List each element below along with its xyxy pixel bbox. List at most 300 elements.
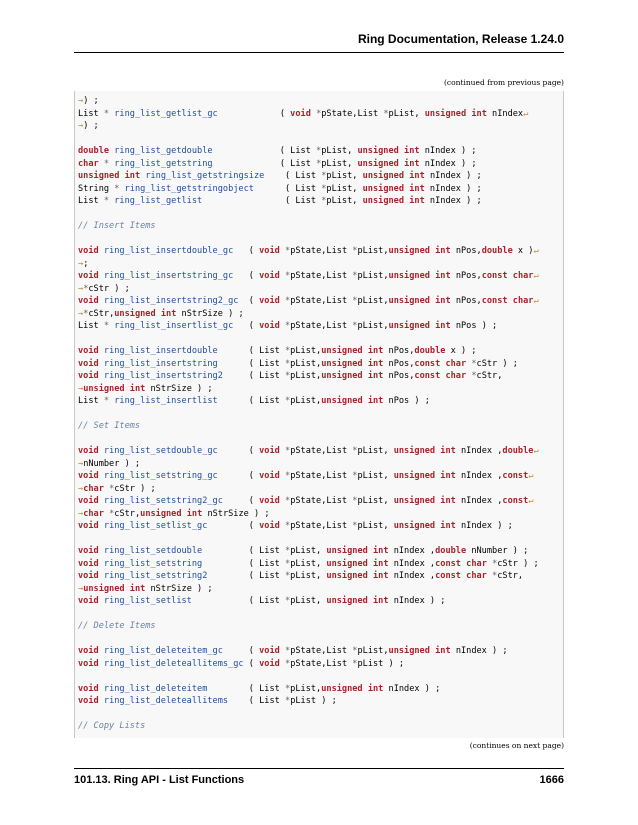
code-token: List	[78, 196, 104, 206]
code-token: *	[352, 246, 358, 256]
code-token: (	[243, 658, 260, 669]
code-token: char	[445, 358, 467, 369]
code-token: x )	[512, 246, 534, 256]
code-token: String	[78, 183, 115, 194]
code-token: pList,	[357, 446, 394, 456]
code-token: ring_list_getlist	[114, 196, 203, 206]
code-token: int	[435, 646, 451, 656]
code-token: void	[78, 558, 99, 569]
code-token: →	[78, 258, 84, 269]
code-token: char	[78, 158, 99, 169]
code-token: List	[78, 108, 104, 119]
code-token: unsigned	[321, 371, 363, 381]
code-token: pList,	[357, 646, 389, 656]
code-token: nStrSize ) ;	[145, 383, 213, 394]
code-token: nStrSize ) ;	[145, 583, 213, 594]
code-line	[78, 533, 563, 546]
code-token: *	[284, 371, 291, 381]
code-token: nIndex ,	[455, 471, 503, 481]
code-token: nIndex ) ;	[424, 183, 482, 194]
code-token: int	[435, 271, 451, 281]
code-token: *	[103, 396, 110, 406]
code-token: void	[78, 358, 99, 369]
code-token: unsigned	[424, 108, 467, 119]
code-token: *	[352, 271, 358, 281]
code-token: int	[367, 358, 384, 369]
code-token: nIndex ) ;	[419, 158, 477, 169]
code-token: *	[285, 596, 291, 606]
code-token: void	[78, 646, 99, 656]
code-token: ↵	[533, 446, 539, 456]
code-line	[78, 458, 563, 471]
code-line	[78, 483, 563, 496]
code-token: nPos,	[383, 371, 415, 381]
code-token: unsigned	[321, 683, 363, 694]
code-token: int	[186, 508, 203, 519]
code-token: *	[114, 183, 120, 194]
code-token: →	[78, 383, 84, 394]
code-line	[78, 295, 563, 308]
code-token: pState,List	[290, 296, 353, 306]
code-line	[78, 358, 563, 371]
code-line	[78, 370, 563, 383]
code-token: nIndex ,	[388, 571, 436, 581]
code-token: void	[78, 571, 99, 581]
code-line	[78, 720, 563, 733]
code-token: int	[367, 371, 384, 381]
code-token: ring_list_setstring_gc	[103, 471, 218, 481]
code-token: →	[78, 458, 84, 469]
code-token: pList,	[357, 321, 389, 331]
code-line	[78, 595, 563, 608]
code-token: ring_list_setlist_gc	[103, 521, 208, 531]
code-line	[78, 283, 563, 296]
code-token: *	[285, 546, 291, 556]
code-token: *	[285, 696, 291, 706]
page-header-title: Ring Documentation, Release 1.24.0	[357, 32, 564, 46]
code-token: ( List	[264, 171, 322, 181]
code-line	[78, 170, 563, 183]
code-token: *	[352, 446, 358, 456]
code-token: unsigned	[83, 583, 125, 594]
code-token: const	[481, 271, 508, 281]
code-token: (	[217, 471, 260, 481]
code-token: char	[83, 483, 104, 494]
code-token: *	[103, 108, 110, 119]
code-token: ( List	[191, 596, 285, 606]
code-token: pList,	[290, 596, 327, 606]
code-token: *	[284, 358, 291, 369]
code-token: ( List	[212, 146, 317, 156]
code-token: void	[78, 371, 99, 381]
code-token: char	[466, 571, 487, 581]
code-line	[78, 270, 563, 283]
code-token: pList,	[388, 108, 425, 119]
code-token: void	[78, 696, 99, 706]
code-token: unsigned	[114, 308, 156, 319]
code-token: void	[78, 471, 99, 481]
code-token: *	[103, 321, 110, 331]
code-token: void	[78, 346, 99, 356]
code-token: nStrSize ) ;	[202, 508, 270, 519]
code-token: *	[383, 108, 389, 119]
code-token: pList,	[290, 346, 322, 356]
code-token: unsigned	[388, 271, 430, 281]
code-token: int	[367, 346, 384, 356]
code-token: pList ) ;	[357, 658, 405, 669]
code-token: pState,List	[290, 271, 353, 281]
code-token: unsigned	[326, 596, 368, 606]
code-token: nIndex ) ;	[450, 646, 508, 656]
code-token: cStr,	[497, 571, 524, 581]
code-token: pList,	[290, 396, 322, 406]
code-token: *	[285, 446, 291, 456]
code-token: unsigned	[388, 321, 430, 331]
code-token: ring_list_setstring2	[103, 571, 208, 581]
code-token: ring_list_getstringobject	[124, 183, 254, 194]
code-line	[78, 133, 563, 146]
code-token: ring_list_insertdouble	[103, 346, 218, 356]
code-token: ring_list_insertstring	[103, 358, 218, 369]
code-line	[78, 383, 563, 396]
code-token: nIndex ,	[455, 496, 503, 506]
code-token: *	[83, 308, 89, 319]
code-token: int	[409, 171, 425, 181]
code-token: int	[404, 146, 420, 156]
code-line	[78, 420, 563, 433]
code-line	[78, 708, 563, 721]
code-line	[78, 645, 563, 658]
code-token: pState,List	[290, 446, 353, 456]
code-token: nPos,	[383, 346, 415, 356]
code-token: nIndex ) ;	[424, 196, 482, 206]
code-token: void	[259, 321, 280, 331]
code-token: ring_list_deleteallitems	[103, 696, 229, 706]
code-token: int	[373, 596, 389, 606]
code-token: double	[502, 446, 534, 456]
code-line	[78, 445, 563, 458]
code-token: nPos,	[383, 358, 415, 369]
code-token: void	[78, 246, 99, 256]
code-token: ring_list_deleteitem	[103, 683, 208, 694]
code-token: double	[481, 246, 513, 256]
code-token: pState,List	[290, 246, 353, 256]
code-token: cStr ) ;	[88, 283, 130, 294]
code-token: *	[352, 321, 358, 331]
code-token: pState,List	[290, 658, 353, 669]
code-token: unsigned	[83, 383, 125, 394]
code-token: nIndex ,	[388, 546, 436, 556]
code-line	[78, 208, 563, 221]
code-token: unsigned	[393, 471, 436, 481]
code-token: nIndex ) ;	[424, 171, 482, 181]
code-token: int	[440, 521, 456, 531]
code-token: →	[78, 308, 84, 319]
code-token: pState,List	[290, 496, 353, 506]
code-token: unsigned	[321, 358, 363, 369]
code-token: *	[103, 158, 110, 169]
code-token: ( List	[202, 558, 285, 569]
code-token: ring_list_getdouble	[114, 146, 213, 156]
code-line	[78, 158, 563, 171]
code-token: void	[78, 496, 99, 506]
code-token: ring_list_setlist	[103, 596, 192, 606]
code-token: unsigned	[357, 158, 399, 169]
code-token: int	[471, 108, 487, 119]
page-number: 1666	[539, 774, 564, 786]
code-token: int	[440, 496, 456, 506]
code-token: ( List	[253, 183, 322, 194]
code-token: const	[502, 471, 529, 481]
footer-section: 101.13. Ring API - List Functions	[74, 774, 245, 786]
continued-from-note: (continued from previous page)	[443, 78, 564, 87]
code-token: →	[78, 96, 84, 106]
code-token: pList,	[357, 296, 389, 306]
code-line	[78, 233, 563, 246]
code-token: // Delete Items	[78, 621, 156, 631]
code-token: ring_list_getstring	[114, 158, 213, 169]
code-token: pState,List	[290, 321, 353, 331]
code-token: void	[78, 546, 99, 556]
code-token: *	[321, 183, 327, 194]
code-token: int	[435, 296, 451, 306]
code-token: int	[409, 183, 425, 194]
code-token: void	[259, 446, 280, 456]
code-line	[78, 520, 563, 533]
code-token: unsigned	[357, 146, 399, 156]
code-token: *	[352, 296, 358, 306]
code-token: (	[222, 646, 260, 656]
code-token: cStr ) ;	[114, 483, 156, 494]
code-token: cStr,	[88, 308, 115, 319]
code-token: ring_list_insertdouble_gc	[103, 246, 234, 256]
code-token: x ) ;	[445, 346, 477, 356]
code-token: int	[373, 546, 389, 556]
code-line	[78, 145, 563, 158]
code-token: →	[78, 483, 84, 494]
code-token: void	[78, 521, 99, 531]
code-token: int	[129, 383, 146, 394]
code-token: *	[316, 146, 322, 156]
code-token: ring_list_insertstring2	[103, 371, 223, 381]
code-token: cStr ) ;	[497, 558, 539, 569]
code-token: int	[435, 246, 451, 256]
code-line	[78, 670, 563, 683]
code-token: ( List	[207, 571, 285, 581]
code-token: double	[78, 146, 110, 156]
code-token: unsigned	[78, 171, 120, 181]
code-token: nIndex ) ;	[388, 596, 446, 606]
code-token: void	[78, 658, 99, 669]
code-token: pState,List	[290, 521, 353, 531]
code-token: (	[233, 246, 260, 256]
code-token: unsigned	[326, 571, 368, 581]
code-token: *	[492, 571, 498, 581]
code-token: nNumber ) ;	[83, 458, 141, 469]
code-token: nPos,	[450, 246, 482, 256]
code-token: pList,	[321, 158, 358, 169]
code-token: ( List	[217, 346, 285, 356]
code-line	[78, 570, 563, 583]
code-token: pList,	[321, 146, 358, 156]
code-token: *	[492, 558, 498, 569]
continues-on-note: (continues on next page)	[469, 741, 564, 750]
code-token: int	[440, 446, 456, 456]
code-line	[78, 320, 563, 333]
code-line	[78, 683, 563, 696]
code-token: (	[222, 496, 260, 506]
code-token: ( List	[202, 546, 285, 556]
code-token: unsigned	[362, 183, 405, 194]
code-token: *	[284, 683, 291, 694]
code-token: unsigned	[326, 558, 368, 569]
code-line	[78, 558, 563, 571]
code-token: int	[404, 158, 420, 169]
code-block	[74, 91, 564, 738]
code-token: *	[103, 196, 110, 206]
code-token: *	[285, 271, 291, 281]
code-token: int	[367, 396, 384, 406]
code-token: unsigned	[362, 171, 405, 181]
code-line	[78, 333, 563, 346]
code-token: nIndex ) ;	[455, 521, 513, 531]
code-token: *	[471, 358, 477, 369]
code-line	[78, 183, 563, 196]
code-line	[78, 608, 563, 621]
code-token: ( List	[212, 158, 317, 169]
code-line	[78, 195, 563, 208]
code-token: ↵	[533, 296, 539, 306]
code-token: const	[414, 358, 441, 369]
code-token: unsigned	[393, 496, 436, 506]
code-token: ring_list_setstring	[103, 558, 203, 569]
code-line	[78, 108, 563, 121]
code-token: void	[259, 521, 280, 531]
code-token: *	[284, 346, 291, 356]
code-token: unsigned	[321, 396, 363, 406]
code-line	[78, 508, 563, 521]
code-token: pList,	[290, 358, 322, 369]
code-token: ring_list_setstring2_gc	[103, 496, 223, 506]
code-token: void	[290, 108, 311, 119]
code-token: nIndex ,	[388, 558, 436, 569]
code-token: *	[285, 658, 291, 669]
code-token: char	[512, 271, 534, 281]
code-token: ) ;	[83, 121, 99, 131]
code-token: nIndex	[486, 108, 524, 119]
code-line	[78, 633, 563, 646]
code-line	[78, 495, 563, 508]
code-line	[78, 433, 563, 446]
code-token: ( List	[228, 696, 285, 706]
code-token: int	[129, 583, 146, 594]
code-token: *	[285, 471, 291, 481]
code-line	[78, 120, 563, 133]
code-token: char	[466, 558, 487, 569]
code-token: int	[367, 683, 384, 694]
code-token: const	[502, 496, 529, 506]
code-token: pState,List	[290, 471, 353, 481]
code-token: ring_list_insertlist_gc	[114, 321, 234, 331]
code-token: *	[352, 658, 358, 669]
code-token: pList ) ;	[290, 696, 337, 706]
code-token: *	[352, 471, 358, 481]
code-token: unsigned	[393, 521, 436, 531]
code-token: void	[259, 246, 280, 256]
code-token: ↵	[523, 108, 529, 119]
code-token: const	[435, 558, 461, 569]
code-token: List	[78, 396, 104, 406]
code-token: pList,	[357, 521, 394, 531]
code-token: nPos,	[450, 271, 482, 281]
code-token: ( List	[217, 396, 285, 406]
code-token: *	[285, 296, 291, 306]
code-token: pList,	[326, 171, 363, 181]
code-token: void	[78, 271, 99, 281]
code-token: *	[471, 371, 477, 381]
code-token: unsigned	[388, 246, 430, 256]
code-token: ring_list_insertstring_gc	[103, 271, 234, 281]
code-line	[78, 583, 563, 596]
code-token: ring_list_setdouble	[103, 546, 203, 556]
code-token: ring_list_insertlist	[114, 396, 218, 406]
code-token: // Set Items	[78, 421, 141, 431]
code-token: unsigned	[388, 646, 430, 656]
code-token: *	[352, 521, 358, 531]
code-token: cStr,	[476, 371, 503, 381]
code-token: *	[285, 558, 291, 569]
code-token: ( List	[207, 683, 285, 694]
code-token: pList,	[326, 196, 363, 206]
code-token: const	[435, 571, 461, 581]
code-line	[78, 470, 563, 483]
code-token: void	[78, 683, 99, 694]
code-token: *	[285, 496, 291, 506]
code-token: *	[316, 108, 322, 119]
code-token: unsigned	[326, 546, 368, 556]
code-token: *	[352, 496, 358, 506]
code-token: void	[259, 271, 280, 281]
code-token: ring_list_getstringsize	[145, 171, 265, 181]
code-token: ) ;	[83, 96, 99, 106]
code-token: pList,	[290, 371, 322, 381]
code-token: *	[321, 171, 327, 181]
footer-divider	[74, 768, 564, 769]
code-token: nPos ) ;	[383, 396, 430, 406]
code-token: pList,	[290, 558, 327, 569]
code-token: →	[78, 508, 84, 519]
code-line	[78, 408, 563, 421]
code-line	[78, 258, 563, 271]
code-token: →	[78, 121, 84, 131]
code-token: int	[435, 321, 451, 331]
code-token: unsigned	[140, 508, 182, 519]
code-token: char	[512, 296, 534, 306]
code-token: ↵	[528, 496, 534, 506]
code-token: int	[160, 308, 177, 319]
code-token: (	[217, 108, 291, 119]
code-token: ( List	[202, 196, 322, 206]
code-token: ring_list_deleteallitems_gc	[103, 658, 244, 669]
code-token: *	[285, 646, 291, 656]
code-token: *	[83, 283, 89, 294]
code-token: ↵	[533, 271, 539, 281]
code-token: pState,List	[290, 646, 353, 656]
code-token: nNumber ) ;	[466, 546, 529, 556]
code-token: cStr ) ;	[476, 358, 518, 369]
code-token: char	[445, 371, 467, 381]
code-token: // Insert Items	[78, 221, 156, 231]
